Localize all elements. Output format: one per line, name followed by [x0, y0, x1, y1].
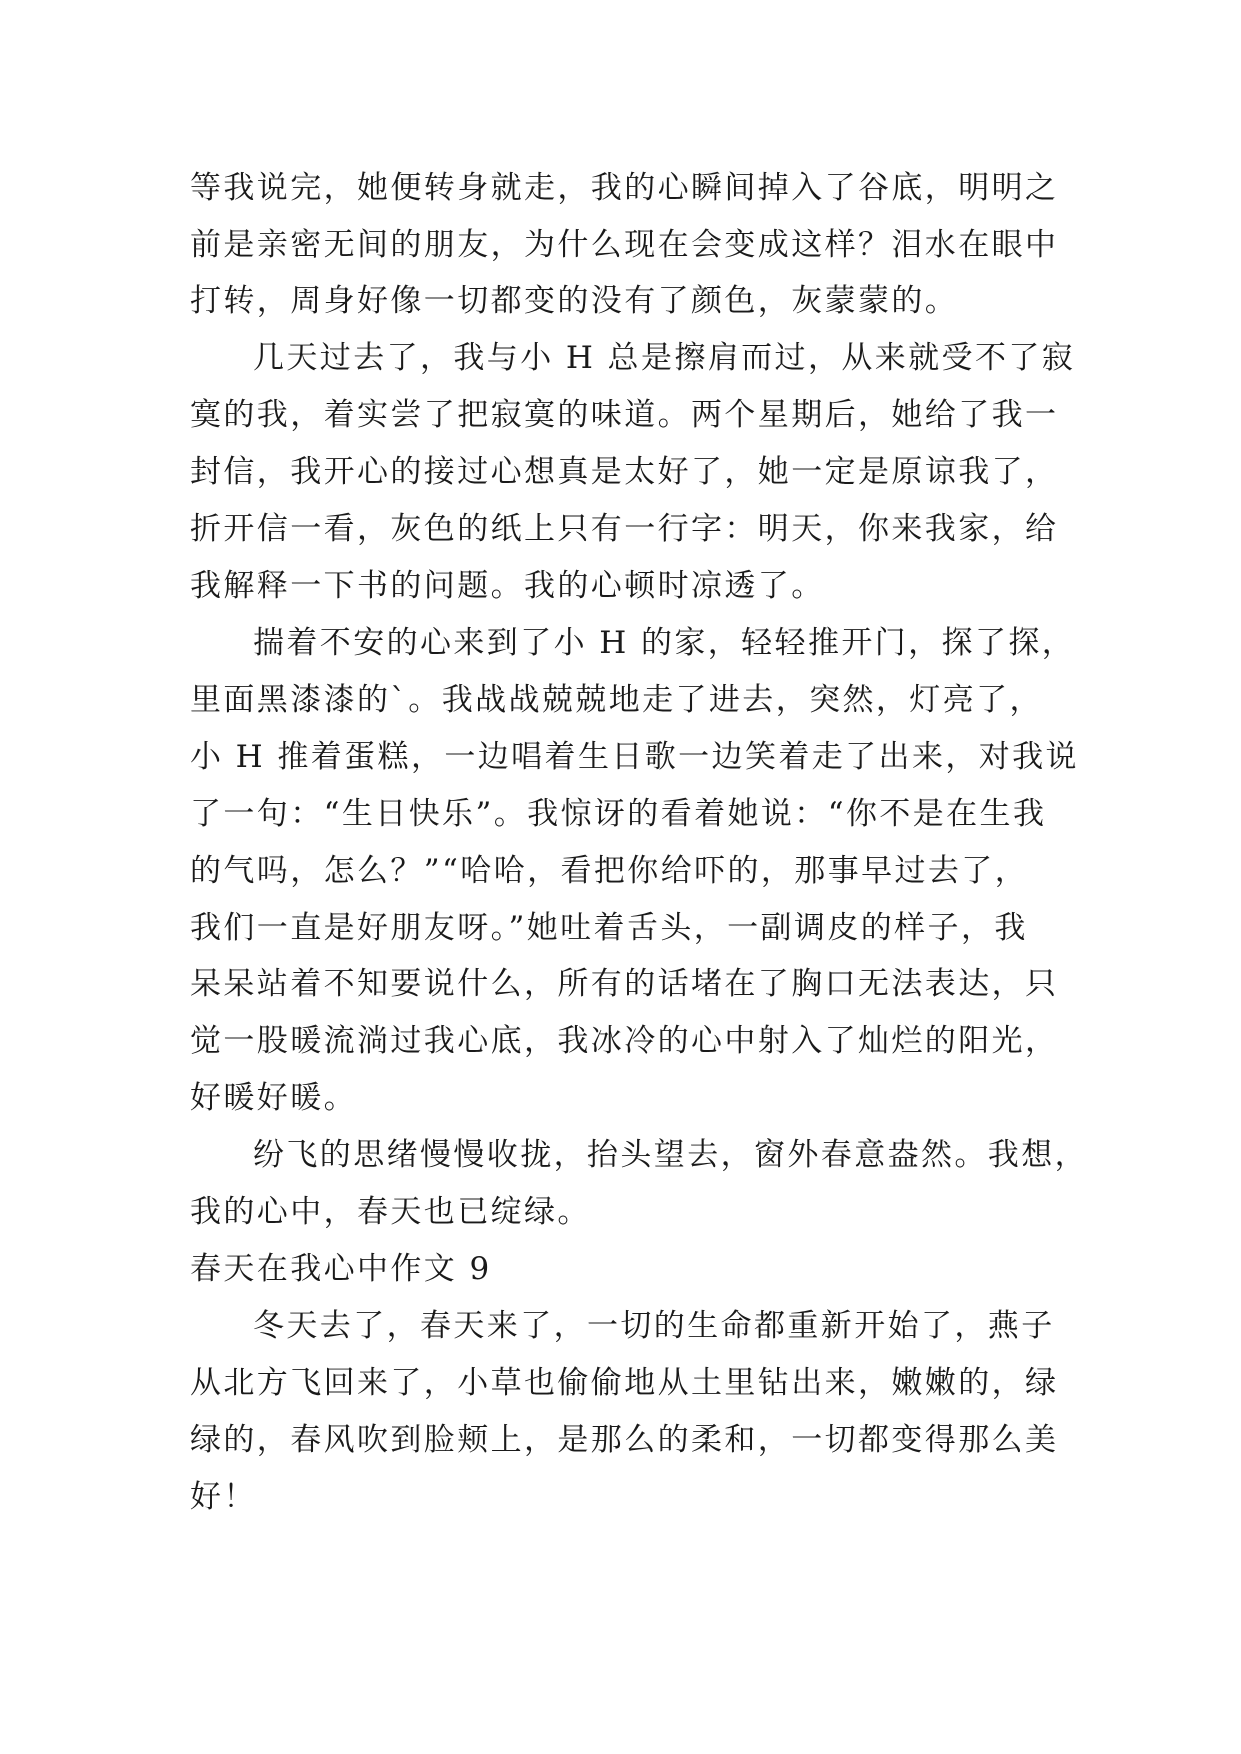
text-line: 里面黑漆漆的`。我战战兢兢地走了进去，突然，灯亮了，	[190, 682, 1043, 718]
section-heading: 春天在我心中作文 9	[190, 1251, 492, 1287]
text-line: 了一句：“生日快乐”。我惊讶的看着她说：“你不是在生我	[190, 796, 1047, 832]
paragraph-first-line: 纷飞的思绪慢慢收拢，抬头望去，窗外春意盎然。我想，	[253, 1137, 1088, 1173]
text-line: 打转，周身好像一切都变的没有了颜色，灰蒙蒙的。	[190, 283, 959, 319]
text-line: 好暖好暖。	[190, 1080, 357, 1116]
paragraph-first-line: 揣着不安的心来到了小 H 的家，轻轻推开门，探了探，	[253, 625, 1076, 661]
text-line: 觉一股暖流淌过我心底，我冰冷的心中射入了灿烂的阳光，	[190, 1023, 1059, 1059]
text-line: 我解释一下书的问题。我的心顿时凉透了。	[190, 568, 825, 604]
text-line: 前是亲密无间的朋友，为什么现在会变成这样？泪水在眼中	[190, 227, 1059, 263]
text-line: 寞的我，着实尝了把寂寞的味道。两个星期后，她给了我一	[190, 397, 1059, 433]
text-line: 我们一直是好朋友呀。”她吐着舌头，一副调皮的样子，我	[190, 910, 1028, 946]
text-line: 好！	[190, 1479, 257, 1515]
text-line: 的气吗，怎么？”“哈哈，看把你给吓的，那事早过去了，	[190, 853, 1029, 889]
text-line: 呆呆站着不知要说什么，所有的话堵在了胸口无法表达，只	[190, 966, 1059, 1002]
text-line: 等我说完，她便转身就走，我的心瞬间掉入了谷底，明明之	[190, 170, 1059, 206]
text-line: 从北方飞回来了，小草也偷偷地从土里钻出来，嫩嫩的，绿	[190, 1365, 1059, 1401]
text-line: 我的心中，春天也已绽绿。	[190, 1194, 591, 1230]
text-line: 小 H 推着蛋糕，一边唱着生日歌一边笑着走了出来，对我说	[190, 739, 1079, 775]
text-line: 绿的，春风吹到脸颊上，是那么的柔和，一切都变得那么美	[190, 1422, 1059, 1458]
paragraph-first-line: 几天过去了，我与小 H 总是擦肩而过，从来就受不了寂	[253, 340, 1076, 376]
text-line: 封信，我开心的接过心想真是太好了，她一定是原谅我了，	[190, 454, 1059, 490]
paragraph-first-line: 冬天去了，春天来了，一切的生命都重新开始了，燕子	[253, 1308, 1055, 1344]
text-line: 折开信一看，灰色的纸上只有一行字：明天，你来我家，给	[190, 511, 1059, 547]
